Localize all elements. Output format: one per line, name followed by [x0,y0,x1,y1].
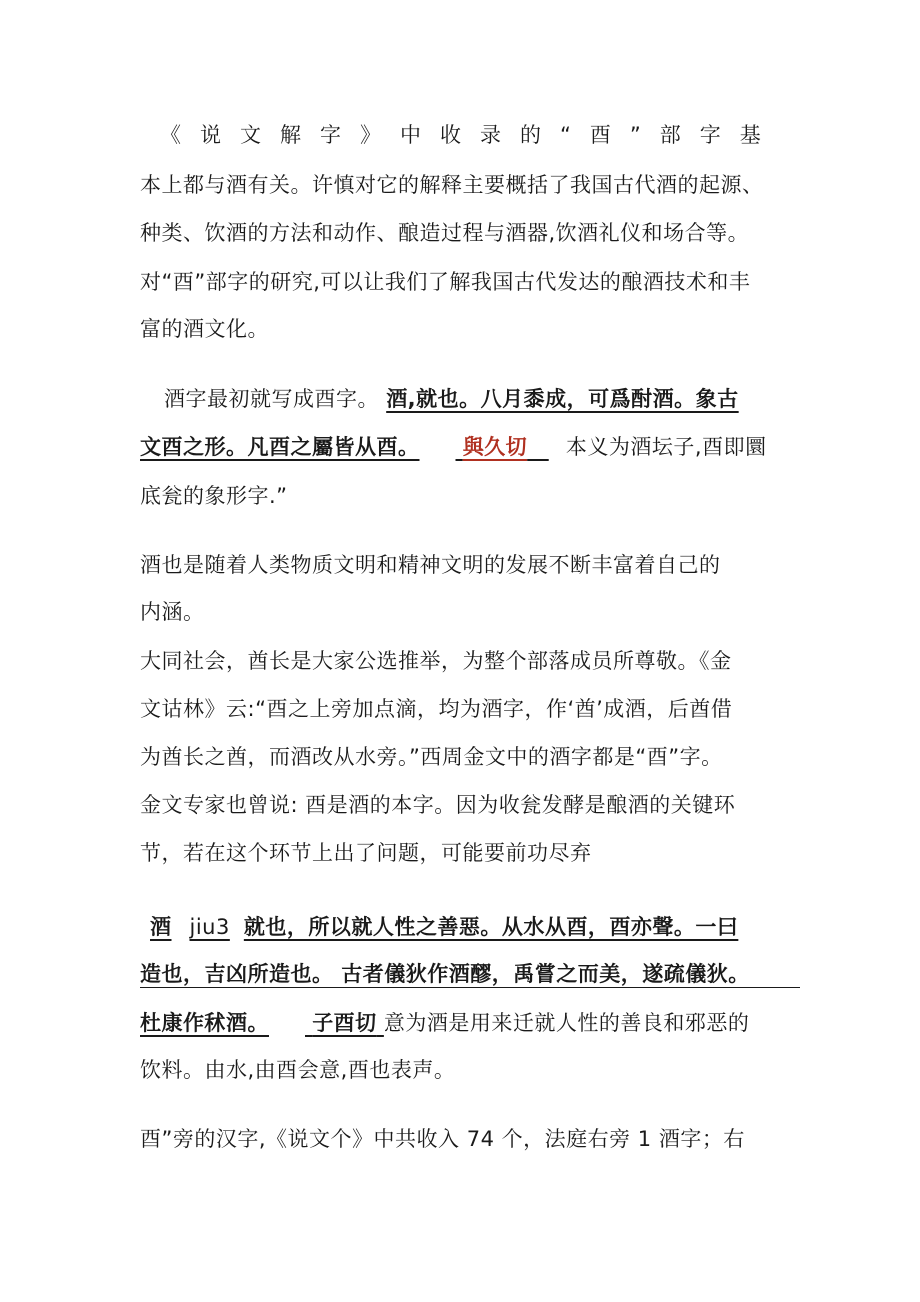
para3-line4: 文诂林》云:“酉之上旁加点滴，均为酒字，作‘酋’成酒，后酋借 [140,697,733,721]
para4-line3-tail: 意为酒是用来迁就人性的善良和邪恶的 [383,1011,750,1035]
para3-line6: 金文专家也曾说: 酉是酒的本字。因为收瓮发酵是酿酒的关键环 [140,793,736,817]
para1-line1: 《说文解字》中收录的“酉”部字基 [160,123,780,147]
para4-line4: 饮料。由水,由酉会意,酉也表声。 [140,1058,456,1082]
para4-line1 [140,912,800,942]
para4-line1-underlined [140,915,738,939]
para3-line2: 内涵。 [140,600,205,624]
para1-line4: 对“酉”部字的研究,可以让我们了解我国古代发达的酿酒技术和丰 [140,270,751,294]
para2-line2 [140,432,800,462]
para4-fanqie: 子酉切 [312,1011,377,1035]
para4-line3-quote: 杜康作秫酒。 [140,1011,269,1035]
head-character: 酒 [150,915,172,939]
para4-line2: 造也，吉凶所造也。 古者儀狄作酒醪，禹嘗之而美，遂疏儀狄。 [140,962,750,986]
fanqie-reading: 與久切 [462,435,528,459]
para2-tail: 本义为酒坛子,酉即圜 [565,435,767,459]
pinyin: jiu3 [189,915,230,939]
para4-line1-text: 就也，所以就人性之善惡。从水从酉，酉亦聲。一曰 [243,915,739,939]
para3-line5: 为酋长之酋，而酒改从水旁。”西周金文中的酒字都是“酉”字。 [140,745,723,769]
para5-line1: 酉”旁的汉字,《说文个》中共收入 74 个，法庭右旁 1 酒字；右 [140,1127,745,1151]
para3-line1: 酒也是随着人类物质文明和精神文明的发展不断丰富着自己的 [140,553,721,577]
para3-line3: 大同社会，酋长是大家公选推举，为整个部落成员所尊敬。《金 [140,649,732,673]
para1-line3: 种类、饮酒的方法和动作、酿造过程与酒器,饮酒礼仪和场合等。 [140,221,750,245]
shuowen-quote-1: 酒,就也。八月黍成，可爲酎酒。象古 [386,387,739,411]
para2-line3: 底瓮的象形字.” [140,484,288,508]
para4-line3 [140,1008,800,1038]
shuowen-quote-2: 文酉之形。凡酉之屬皆从酉。 [140,435,420,459]
para2-lead: 酒字最初就写成酉字。 [164,387,379,411]
para4-line2-underline [140,987,800,988]
para2-line1 [164,384,800,414]
para1-line5: 富的酒文化。 [140,317,269,341]
para1-line2: 本上都与酒有关。许慎对它的解释主要概括了我国古代酒的起源、 [140,173,764,197]
para3-line7: 节，若在这个环节上出了问题，可能要前功尽弃 [140,841,592,865]
